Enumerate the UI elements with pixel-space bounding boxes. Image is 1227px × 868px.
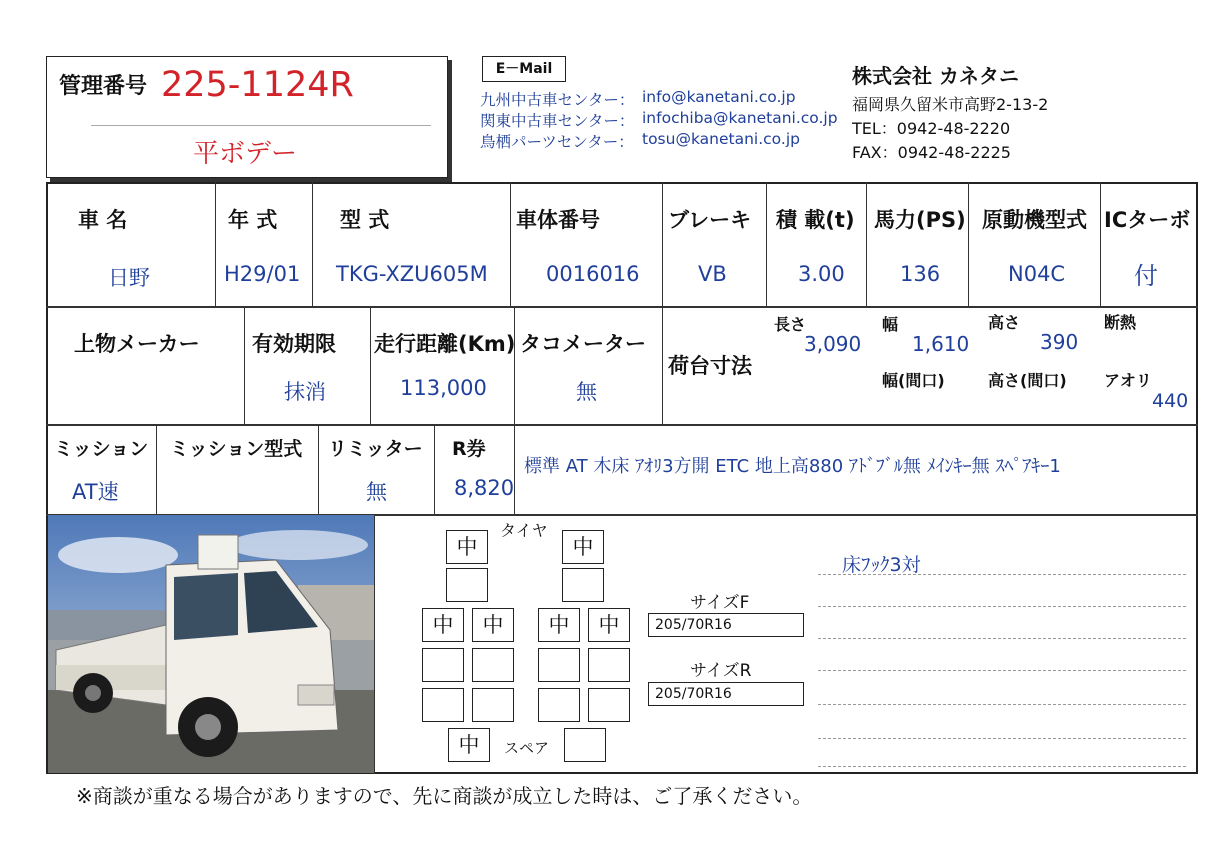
width-label: 幅	[882, 315, 899, 334]
mileage-label: 走行距離(Km)	[374, 332, 516, 356]
tire-rear-row2-2	[472, 648, 514, 682]
tire-rear-left-outer: 中	[422, 608, 464, 642]
size-r-value: 205/70R16	[655, 686, 732, 702]
tire-front-left-2	[446, 568, 488, 602]
model-value: TKG-XZU605M	[336, 262, 488, 286]
size-f-label: サイズF	[690, 593, 750, 613]
tire-rear-row3-4	[588, 688, 630, 722]
tire-spare: 中	[448, 728, 490, 762]
limiter-label: リミッター	[328, 438, 423, 460]
turbo-label: ICターボ	[1104, 208, 1191, 232]
tire-front-right-2	[562, 568, 604, 602]
contact-email-2[interactable]: infochiba@kanetani.co.jp	[642, 109, 838, 127]
brake-label: ブレーキ	[668, 208, 752, 232]
height-open-label: 高さ(間口)	[988, 371, 1067, 390]
tire-rear-row2-1	[422, 648, 464, 682]
r2-sep-1	[244, 306, 245, 424]
width-open-label: 幅(間口)	[882, 371, 945, 390]
chassis-label: 車体番号	[516, 208, 600, 232]
size-f-box	[648, 613, 804, 637]
turbo-value: 付	[1134, 262, 1158, 290]
r3-sep-4	[514, 424, 515, 514]
chassis-value: 0016016	[546, 262, 640, 286]
contact-email-3[interactable]: tosu@kanetani.co.jp	[642, 130, 800, 148]
tire-front-left: 中	[446, 530, 488, 564]
body-maker-label: 上物メーカー	[74, 332, 200, 356]
r2-sep-2	[370, 306, 371, 424]
year-value: H29/01	[224, 262, 301, 286]
tire-spare-2	[564, 728, 606, 762]
year-label: 年 式	[228, 208, 278, 232]
hp-value: 136	[900, 262, 941, 286]
validity-value: 抹消	[284, 380, 326, 404]
mission-label: ミッション	[54, 438, 149, 460]
spare-label: スペア	[504, 739, 550, 757]
length-value: 3,090	[804, 332, 862, 356]
management-box	[46, 56, 448, 178]
tire-rear-row2-3	[538, 648, 580, 682]
r2-sep-4	[662, 306, 663, 424]
memo-line-7	[818, 766, 1186, 767]
contact-center-1: 九州中古車センター：	[480, 91, 635, 109]
memo-line-5	[818, 704, 1186, 705]
body-type: 平ボデー	[193, 139, 298, 169]
gate-label: アオリ	[1104, 371, 1152, 390]
r-label: R券	[452, 438, 486, 460]
memo-line-6	[818, 738, 1186, 739]
load-label: 積 載(t)	[776, 208, 855, 232]
maker-label: 車 名	[78, 208, 128, 232]
size-r-label: サイズR	[690, 661, 752, 681]
model-label: 型 式	[340, 208, 390, 232]
maker-value: 日野	[108, 266, 150, 290]
limiter-value: 無	[366, 480, 387, 504]
validity-label: 有効期限	[252, 332, 336, 356]
tire-rear-row3-3	[538, 688, 580, 722]
mgmt-number: 225-1124R	[161, 65, 354, 105]
tire-rear-left-inner: 中	[472, 608, 514, 642]
email-label-box	[482, 56, 566, 82]
length-label: 長さ	[774, 315, 807, 334]
insulation-label: 断熱	[1104, 313, 1137, 332]
r1-sep-7	[968, 182, 969, 306]
tire-rear-row3-1	[422, 688, 464, 722]
bed-label: 荷台寸法	[668, 354, 752, 378]
company-name: 株式会社 カネタニ	[852, 64, 1019, 88]
notes: 標準 AT 木床 ｱｵﾘ3方開 ETC 地上高880 ｱﾄﾞﾌﾞﾙ無 ﾒｲﾝｷｰ無 ｽﾍﾟｱｷｰ1	[524, 456, 1061, 477]
mgmt-divider	[91, 125, 431, 126]
row2-divider	[46, 424, 1198, 426]
memo-line-4	[818, 670, 1186, 671]
tire-rear-right-inner: 中	[538, 608, 580, 642]
company-tel: TEL：0942-48-2220	[852, 119, 1011, 138]
memo-line-1	[818, 574, 1186, 575]
gate-value: 440	[1152, 390, 1189, 412]
tire-label: タイヤ	[500, 521, 548, 540]
size-f-value: 205/70R16	[655, 617, 732, 633]
mission-type-label: ミッション型式	[170, 438, 303, 460]
tacho-label: タコメーター	[520, 332, 646, 356]
engine-label: 原動機型式	[982, 208, 1087, 232]
r1-sep-1	[215, 182, 216, 306]
size-r-box	[648, 682, 804, 706]
contact-email-1[interactable]: info@kanetani.co.jp	[642, 88, 796, 106]
email-label: E－Mail	[495, 61, 553, 77]
mission-value: AT速	[72, 480, 119, 504]
tire-rear-row2-4	[588, 648, 630, 682]
mileage-value: 113,000	[400, 376, 487, 400]
memo-line-3	[818, 638, 1186, 639]
company-fax: FAX：0942-48-2225	[852, 143, 1011, 162]
tire-rear-row3-2	[472, 688, 514, 722]
row1-divider	[46, 306, 1198, 308]
mgmt-label: 管理番号	[59, 74, 148, 99]
r1-sep-6	[866, 182, 867, 306]
r1-sep-8	[1100, 182, 1101, 306]
tire-rear-right-outer: 中	[588, 608, 630, 642]
brake-value: VB	[698, 262, 727, 286]
r3-sep-2	[318, 424, 319, 514]
r1-sep-4	[662, 182, 663, 306]
width-value: 1,610	[912, 332, 970, 356]
company-address: 福岡県久留米市高野2-13-2	[852, 95, 1049, 114]
memo-line-2	[818, 606, 1186, 607]
height-label: 高さ	[988, 313, 1021, 332]
truck-photo-svg	[48, 515, 374, 773]
truck-photo	[48, 515, 374, 773]
engine-value: N04C	[1008, 262, 1066, 286]
height-value: 390	[1040, 330, 1079, 354]
footer-note: ※商談が重なる場合がありますので、先に商談が成立した時は、ご了承ください。	[76, 784, 813, 808]
r1-sep-3	[510, 182, 511, 306]
memo-text: 床ﾌｯｸ3対	[842, 554, 921, 576]
r-value: 8,820	[454, 476, 515, 500]
load-value: 3.00	[798, 262, 845, 286]
r3-sep-1	[156, 424, 157, 514]
photo-sep	[374, 514, 375, 774]
r1-sep-5	[766, 182, 767, 306]
contact-center-2: 関東中古車センター：	[480, 112, 635, 130]
tacho-value: 無	[576, 380, 597, 404]
contact-center-3: 鳥栖パーツセンター：	[480, 133, 634, 151]
r1-sep-2	[312, 182, 313, 306]
r3-sep-3	[434, 424, 435, 514]
hp-label: 馬力(PS)	[874, 208, 966, 232]
r2-sep-3	[514, 306, 515, 424]
tire-front-right: 中	[562, 530, 604, 564]
